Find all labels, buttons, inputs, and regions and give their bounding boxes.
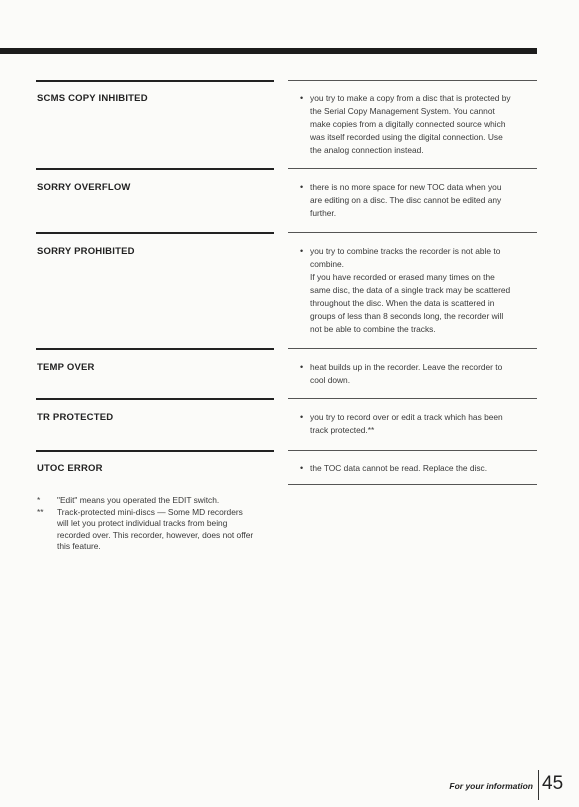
entry-code: TEMP OVER [37, 362, 95, 373]
entry-description [310, 245, 538, 336]
footnote-line: this feature. [57, 541, 101, 551]
entry-rule-right [288, 348, 537, 349]
bullet-icon: • [300, 182, 304, 192]
description-line: groups of less than 8 seconds long, the recorder will [310, 311, 504, 321]
entry-description [310, 361, 538, 387]
top-heavy-rule [0, 48, 537, 54]
entry-rule-left [36, 398, 274, 400]
entry-code: SCMS COPY INHIBITED [37, 93, 148, 104]
description-line: further. [310, 208, 337, 218]
description-line: same disc, the data of a single track may be scattered [310, 285, 511, 295]
section-label: For your information [449, 781, 533, 791]
bullet-icon: • [300, 362, 304, 372]
footnote-line: recorded over. This recorder, however, does not offer [57, 529, 254, 540]
entry-rule-right [288, 398, 537, 399]
entry-rule-left [36, 348, 274, 350]
bullet-icon: • [300, 93, 304, 103]
entry-rule-right [288, 232, 537, 233]
description-line: combine. [310, 259, 344, 269]
entry-description [310, 462, 538, 475]
entry-description [310, 92, 538, 157]
footer-divider [538, 770, 539, 800]
footnote-mark: * [37, 495, 41, 505]
bullet-icon: • [300, 463, 304, 473]
entry-code: SORRY PROHIBITED [37, 246, 135, 257]
entry-bottom-rule [288, 484, 537, 485]
description-line: you try to record over or edit a track which has been [310, 412, 503, 422]
entry-rule-left [36, 168, 274, 170]
entry-description [310, 411, 538, 437]
description-line: not be able to combine the tracks. [310, 324, 436, 334]
footnotes [37, 495, 287, 553]
description-line: track protected.** [310, 425, 375, 435]
entry-code: SORRY OVERFLOW [37, 182, 131, 193]
entry-rule-left [36, 450, 274, 452]
description-line: the TOC data cannot be read. Replace the disc. [310, 463, 488, 473]
entry-rule-right [288, 168, 537, 169]
bullet-icon: • [300, 412, 304, 422]
description-line: make copies from a digitally connected source which [310, 119, 506, 129]
entry-rule-left [36, 80, 274, 82]
entry-description [310, 181, 538, 220]
page-number: 45 [542, 773, 564, 794]
footnote-line: Track-protected mini-discs — Some MD recorders [57, 506, 243, 517]
bullet-icon: • [300, 246, 304, 256]
footnote [37, 507, 287, 553]
description-line: there is no more space for new TOC data when you [310, 182, 502, 192]
footnote [37, 495, 287, 507]
footnote-line: "Edit" means you operated the EDIT switch. [57, 495, 220, 505]
description-line: the Serial Copy Management System. You cannot [310, 106, 495, 116]
entry-rule-right [288, 80, 537, 81]
entry-rule-left [36, 232, 274, 234]
description-line: cool down. [310, 375, 351, 385]
footnote-line: will let you protect individual tracks from being [57, 518, 228, 528]
description-line: was itself recorded using the digital connection. Use [310, 132, 503, 142]
footnote-mark: ** [37, 506, 44, 517]
entry-rule-right [288, 450, 537, 451]
description-line: heat builds up in the recorder. Leave the recorder to [310, 362, 503, 372]
entry-code: UTOC ERROR [37, 463, 103, 474]
description-line: are editing on a disc. The disc cannot be edited any [310, 195, 502, 205]
description-line: If you have recorded or erased many times on the [310, 272, 495, 282]
entry-code: TR PROTECTED [37, 412, 114, 423]
description-line: you try to combine tracks the recorder is not able to [310, 246, 501, 256]
description-line: throughout the disc. When the data is scattered in [310, 298, 495, 308]
description-line: the analog connection instead. [310, 145, 424, 155]
description-line: you try to make a copy from a disc that is protected by [310, 93, 511, 103]
